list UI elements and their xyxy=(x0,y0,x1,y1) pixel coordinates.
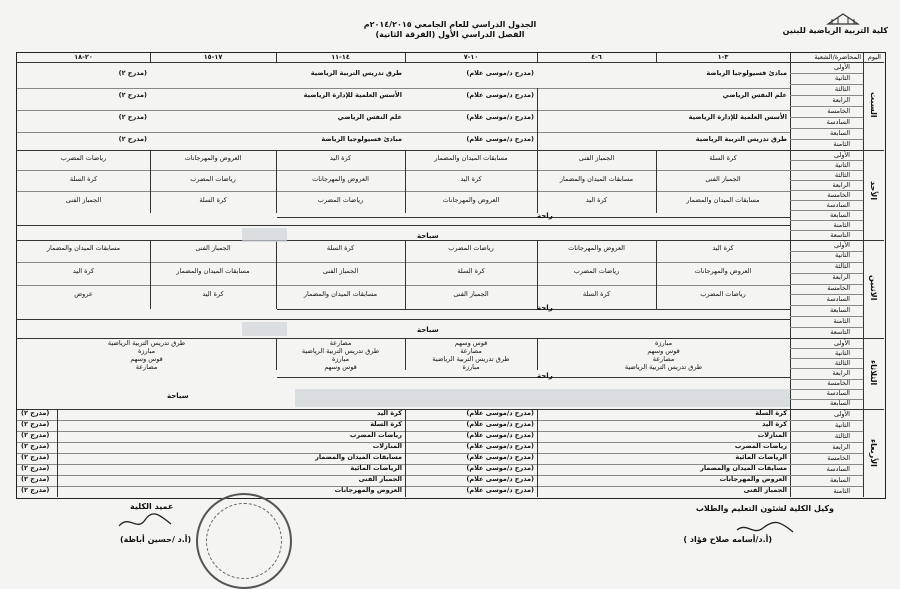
practical-course: كرة اليد xyxy=(712,244,734,252)
slot-divider xyxy=(790,251,863,252)
practical-course: رياضات المضرب xyxy=(448,244,494,252)
lecture-course: مبادئ فسيولوجيا الرياضة xyxy=(321,135,402,143)
lecture-hall: (مدرج د/موسى علام) xyxy=(466,113,534,121)
elective-course: مصارعة xyxy=(652,355,675,363)
group-col-divider xyxy=(405,150,406,213)
official-seal-inner xyxy=(206,503,282,579)
school-name: كلية التربية الرياضية للبنين xyxy=(782,26,888,35)
vice-dean-signature xyxy=(735,518,795,540)
lecture-hall: (مدرج ٢) xyxy=(118,69,147,77)
practical-course: كرة السلة xyxy=(582,290,611,298)
slot-label: الأولى xyxy=(833,409,850,418)
practical-course: رياضات المضرب xyxy=(60,154,107,162)
lecture-course: المنازلات xyxy=(372,442,402,450)
slot-label: الثالثة xyxy=(834,84,850,93)
slot-label: الثانية xyxy=(835,160,850,169)
row-divider xyxy=(17,132,790,133)
row-divider xyxy=(17,431,790,432)
slot-label: الأولى xyxy=(833,240,850,249)
practical-course: كرة السلة xyxy=(199,196,227,204)
lecture-hall: (مدرج ٢) xyxy=(21,420,50,428)
lecture-hall: (مدرج د/موسى علام) xyxy=(466,442,534,450)
lecture-course: الرياضات المائية xyxy=(350,464,402,472)
slot-label: الثامنة xyxy=(833,316,850,325)
practical-course: كرة اليد xyxy=(72,267,95,275)
day-label-wednesday: الأربعاء xyxy=(869,439,878,467)
slot-label: السابعة xyxy=(830,128,850,137)
practical-course: كرة السلة xyxy=(457,267,485,275)
slot-divider xyxy=(790,106,863,107)
slot-label: الثامنة xyxy=(833,486,850,495)
practical-course: رياضات المضرب xyxy=(700,290,746,298)
elective-course: قوس وسهم xyxy=(454,339,488,347)
slot-label: الثانية xyxy=(835,348,850,357)
schedule-subtitle: الفصل الدراسي الأول (الفرقة الثانية) xyxy=(375,30,525,39)
slot-divider xyxy=(790,284,863,285)
slot-label: الرابعة xyxy=(832,273,850,282)
slot-divider xyxy=(790,442,863,443)
vice-dean-name: ( أ.د/أسامه صلاح فؤاد) xyxy=(683,535,772,544)
slot-label: السابعة xyxy=(830,399,850,408)
swim-shade xyxy=(242,228,287,242)
slot-divider xyxy=(790,420,863,421)
practical-course: الجمباز الفنى xyxy=(322,267,359,275)
lecture-course: علم النفس الرياضي xyxy=(337,113,402,121)
slot-label: الرابعة xyxy=(832,180,850,189)
slot-label: التاسعة xyxy=(830,327,850,336)
group-col-divider xyxy=(656,240,657,309)
slot-divider xyxy=(790,305,863,306)
elective-course: قوس وسهم xyxy=(324,363,357,371)
lecture-course: رياضات المضرب xyxy=(349,431,402,439)
swim-divider xyxy=(17,225,790,226)
slot-label: التاسعة xyxy=(830,230,850,239)
dean-name: (أ.د /حسين أباظة) xyxy=(120,535,192,544)
swim-label: سباحة xyxy=(417,232,439,240)
schedule-title: الجدول الدراسي للعام الجامعي ٢٠١٤/٢٠١٥م xyxy=(363,20,537,29)
slot-divider xyxy=(790,358,863,359)
lecture-hall: (مدرج ٢) xyxy=(21,464,50,472)
practical-course: العروض والمهرجانات xyxy=(568,244,625,252)
practical-course: عروض xyxy=(74,290,93,298)
lecture-hall: (مدرج ٢) xyxy=(21,409,50,417)
group-col-divider xyxy=(150,240,151,309)
slot-label: السادسة xyxy=(826,464,850,473)
group-col-divider xyxy=(276,338,277,370)
practical-course: كرة السلة xyxy=(326,244,355,252)
slot-label: الخامسة xyxy=(827,284,850,293)
slot-divider xyxy=(790,139,863,140)
group-col-divider xyxy=(276,150,277,213)
lecture-course: العروض والمهرجانات xyxy=(719,475,787,483)
lecture-course: الجمباز الفنى xyxy=(743,486,787,494)
lecture-hall: (مدرج د/موسى علام) xyxy=(466,431,534,439)
slot-label: الرابعة xyxy=(832,95,850,104)
lecture-course: مسابقات الميدان والمضمار xyxy=(700,464,787,472)
lecture-hall: (مدرج ٢) xyxy=(118,135,147,143)
lecture-course: كرة السلة xyxy=(755,409,787,417)
practical-course: رياضات المضرب xyxy=(190,175,236,183)
group-col-divider xyxy=(537,150,538,213)
day-label-monday: الاثنين xyxy=(869,275,878,301)
swim-label: سباحة xyxy=(417,326,439,334)
slot-divider xyxy=(790,230,863,231)
lecture-course: مبادئ فسيولوجيا الرياضة xyxy=(706,69,787,77)
slot-label: الثامنة xyxy=(833,220,850,229)
slot-divider xyxy=(790,262,863,263)
lecture-hall: (مدرج ٢) xyxy=(21,475,50,483)
swim-shade xyxy=(242,322,287,336)
slot-divider xyxy=(790,316,863,317)
slot-label: السابعة xyxy=(830,305,850,314)
practical-course: رياضات المضرب xyxy=(573,267,620,275)
group-col-divider xyxy=(150,150,151,213)
lecture-hall: (مدرج ٢) xyxy=(21,431,50,439)
slot-divider xyxy=(790,327,863,328)
col-header-group: ٣-١ xyxy=(717,53,729,61)
practical-course: كرة اليد xyxy=(585,196,608,204)
lecture-course: الجمباز الفنى xyxy=(358,475,402,483)
lecture-hall: (مدرج د/موسى علام) xyxy=(466,69,534,77)
row-divider xyxy=(17,486,790,487)
rest-label: راحة xyxy=(537,372,553,380)
group-col-divider xyxy=(150,53,151,62)
slot-label: السادسة xyxy=(826,389,850,398)
row-divider xyxy=(17,262,790,263)
inner-divider xyxy=(537,88,538,110)
rest-label: راحة xyxy=(537,304,553,312)
col-header-group: ٦-٤ xyxy=(591,53,602,61)
day-divider xyxy=(17,240,884,241)
elective-course: مبارزة xyxy=(331,355,350,363)
elective-course: طرق تدريس التربية الرياضية xyxy=(107,339,186,347)
lecture-course: الأسس العلمية للإدارة الرياضية xyxy=(688,113,787,121)
university-logo-icon xyxy=(826,12,860,26)
rest-label: راحة xyxy=(537,212,553,220)
dean-title: عميد الكلية xyxy=(130,502,174,511)
slot-label: السابعة xyxy=(830,475,850,484)
lecture-course: مسابقات الميدان والمضمار xyxy=(315,453,402,461)
slot-divider xyxy=(790,453,863,454)
slot-divider xyxy=(790,475,863,476)
inner-divider xyxy=(57,409,58,497)
lecture-hall: (مدرج ٢) xyxy=(21,453,50,461)
slot-label: الأولى xyxy=(833,150,850,159)
day-label-saturday: السبت xyxy=(869,92,878,118)
col-header-day: اليوم xyxy=(867,53,881,61)
slot-divider xyxy=(790,431,863,432)
row-divider xyxy=(17,475,790,476)
slot-label: الثالثة xyxy=(834,170,850,179)
slot-divider xyxy=(790,117,863,118)
slot-label: الثالثة xyxy=(834,431,850,440)
group-col-divider xyxy=(656,150,657,213)
elective-course: قوس وسهم xyxy=(647,347,680,355)
practical-course: الجمباز الفنى xyxy=(65,196,102,204)
elective-course: مصارعة xyxy=(329,339,352,347)
group-col-divider xyxy=(656,53,657,62)
dean-signature xyxy=(115,512,175,534)
slot-divider xyxy=(790,294,863,295)
slot-divider xyxy=(790,95,863,96)
elective-course: طرق تدريس التربية الرياضية xyxy=(432,355,510,363)
lecture-hall: (مدرج د/موسى علام) xyxy=(466,486,534,494)
inner-divider xyxy=(537,409,538,497)
practical-course: العروض والمهرجانات xyxy=(694,267,752,275)
practical-course: كرة اليد xyxy=(329,154,352,162)
lecture-course: علم النفس الرياضي xyxy=(722,91,787,99)
slot-label: السابعة xyxy=(830,210,850,219)
elective-course: مبارزة xyxy=(137,347,156,355)
lecture-hall: (مدرج د/موسى علام) xyxy=(466,409,534,417)
col-header-lecture: المحاضرة/الشعبة xyxy=(814,53,861,61)
practical-course: مسابقات الميدان والمضمار xyxy=(176,267,250,275)
group-col-divider xyxy=(537,240,538,309)
slot-label: السادسة xyxy=(826,200,850,209)
slot-divider xyxy=(790,399,863,400)
slot-label: الثانية xyxy=(835,251,850,260)
group-col-divider xyxy=(405,240,406,309)
slot-divider xyxy=(790,368,863,369)
practical-course: مسابقات الميدان والمضمار xyxy=(46,244,121,252)
practical-course: كرة السلة xyxy=(709,154,737,162)
swim-shade xyxy=(295,389,790,407)
slot-label: الأولى xyxy=(833,338,850,347)
slot-label: الثانية xyxy=(835,420,850,429)
timetable-grid xyxy=(16,52,886,499)
elective-course: قوس وسهم xyxy=(130,355,163,363)
slot-divider xyxy=(790,84,863,85)
lecture-hall: (مدرج د/موسى علام) xyxy=(466,464,534,472)
slot-label: السادسة xyxy=(826,294,850,303)
slot-divider xyxy=(790,464,863,465)
slot-divider xyxy=(790,210,863,211)
lecture-course: طرق تدريس التربية الرياضية xyxy=(695,135,787,143)
slot-divider xyxy=(790,200,863,201)
slot-label: الثالثة xyxy=(834,358,850,367)
practical-course: رياضات المضرب xyxy=(317,196,364,204)
rest-arrow xyxy=(277,309,790,310)
slot-divider xyxy=(790,160,863,161)
swim-divider xyxy=(17,319,790,320)
practical-course: مسابقات الميدان والمضمار xyxy=(559,175,634,183)
lecture-hall: (مدرج د/موسى علام) xyxy=(466,453,534,461)
slot-label: الثامنة xyxy=(833,139,850,148)
group-col-divider xyxy=(276,53,277,62)
slot-label: الثالثة xyxy=(834,262,850,271)
slot-divider xyxy=(790,379,863,380)
practical-course: الجمباز الفنى xyxy=(705,175,741,183)
col-header-group: ١٠-٧ xyxy=(463,53,479,61)
day-divider xyxy=(17,150,884,151)
lecture-course: كرة السلة xyxy=(370,420,402,428)
slot-divider xyxy=(790,486,863,487)
row-divider xyxy=(17,285,790,286)
slot-divider xyxy=(790,220,863,221)
elective-course: طرق تدريس التربية الرياضية xyxy=(301,347,380,355)
slot-label: الرابعة xyxy=(832,442,850,451)
lecture-hall: (مدرج ٢) xyxy=(21,486,50,494)
lecture-course: الأسس العلمية للإدارة الرياضية xyxy=(303,91,402,99)
vice-dean-title: وكيل الكلية لشئون التعليم والطلاب xyxy=(695,504,834,513)
group-col-divider xyxy=(405,338,406,370)
col-header-group: ١٤-١١ xyxy=(331,53,350,61)
lecture-course: المنازلات xyxy=(757,431,787,439)
practical-course: العروض والمهرجانات xyxy=(184,154,242,162)
slot-label: الخامسة xyxy=(827,190,850,199)
lecture-course: كرة اليد xyxy=(761,420,787,428)
row-divider xyxy=(17,170,790,171)
lecture-course: رياضات المضرب xyxy=(734,442,787,450)
lecture-hall: (مدرج د/موسى علام) xyxy=(466,475,534,483)
slot-label: الثانية xyxy=(835,73,850,82)
lecture-hall: (مدرج ٢) xyxy=(118,91,147,99)
lecture-hall: (مدرج د/موسى علام) xyxy=(466,135,534,143)
lecture-hall: (مدرج ٢) xyxy=(21,442,50,450)
swim-label: سباحة xyxy=(167,392,189,400)
slot-divider xyxy=(790,170,863,171)
slot-label: الخامسة xyxy=(827,106,850,115)
lecture-course: طرق تدريس التربية الرياضية xyxy=(310,69,402,77)
lecture-course: كرة اليد xyxy=(376,409,402,417)
slot-divider xyxy=(790,190,863,191)
slot-label: الخامسة xyxy=(827,453,850,462)
slot-divider xyxy=(790,73,863,74)
row-divider xyxy=(17,420,790,421)
group-col-divider xyxy=(276,240,277,309)
elective-course: مبارزة xyxy=(462,363,480,371)
rest-arrow xyxy=(277,217,790,218)
header-divider xyxy=(17,62,884,63)
col-divider-day xyxy=(863,53,864,497)
row-divider xyxy=(17,88,790,89)
practical-course: كرة السلة xyxy=(69,175,98,183)
row-divider xyxy=(17,191,790,192)
row-divider xyxy=(17,464,790,465)
practical-course: مسابقات الميدان والمضمار xyxy=(434,154,508,162)
day-divider xyxy=(17,409,884,410)
slot-divider xyxy=(790,128,863,129)
inner-divider xyxy=(405,409,406,497)
practical-course: مسابقات الميدان والمضمار xyxy=(303,290,378,298)
group-col-divider xyxy=(405,53,406,62)
lecture-hall: (مدرج ٢) xyxy=(118,113,147,121)
col-header-group: ١٧-١٥ xyxy=(203,53,223,61)
practical-course: كرة اليد xyxy=(202,290,224,298)
elective-course: مصارعة xyxy=(135,363,158,371)
elective-course: طرق تدريس التربية الرياضية xyxy=(624,363,703,371)
slot-divider xyxy=(790,273,863,274)
elective-course: مصارعة xyxy=(460,347,482,355)
slot-divider xyxy=(790,348,863,349)
slot-divider xyxy=(790,389,863,390)
slot-label: الرابعة xyxy=(832,368,850,377)
practical-course: كرة اليد xyxy=(460,175,482,183)
row-divider xyxy=(17,110,790,111)
slot-label: السادسة xyxy=(826,117,850,126)
practical-course: الجمباز الفنى xyxy=(195,244,231,252)
slot-divider xyxy=(790,180,863,181)
elective-course: مبارزة xyxy=(654,339,673,347)
day-label-sunday: الأحد xyxy=(869,181,878,201)
rest-arrow xyxy=(277,377,790,378)
practical-course: العروض والمهرجانات xyxy=(312,175,369,183)
practical-course: الجمباز الفنى xyxy=(453,290,489,298)
lecture-course: العروض والمهرجانات xyxy=(334,486,402,494)
practical-course: الجمباز الفنى xyxy=(578,154,615,162)
lecture-course: الرياضات المائية xyxy=(735,453,787,461)
group-col-divider xyxy=(537,338,538,370)
practical-course: مسابقات الميدان والمضمار xyxy=(686,196,760,204)
group-col-divider xyxy=(537,53,538,62)
practical-course: العروض والمهرجانات xyxy=(442,196,500,204)
slot-label: الخامسة xyxy=(827,379,850,388)
col-header-group: ٢٠-١٨ xyxy=(74,53,93,61)
inner-divider xyxy=(537,110,538,132)
slot-label: الأولى xyxy=(833,62,850,71)
row-divider xyxy=(17,453,790,454)
lecture-hall: (مدرج د/موسى علام) xyxy=(466,91,534,99)
day-label-tuesday: الثلاثاء xyxy=(869,359,878,385)
lecture-hall: (مدرج د/موسى علام) xyxy=(466,420,534,428)
row-divider xyxy=(17,442,790,443)
